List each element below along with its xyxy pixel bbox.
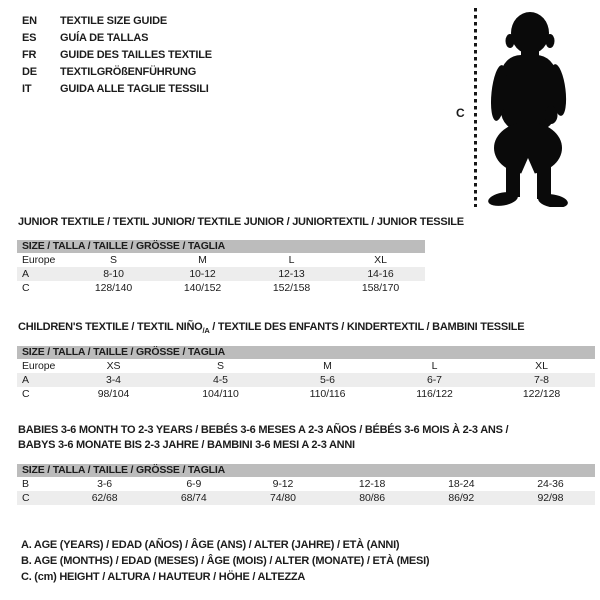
table-row — [17, 281, 425, 295]
children-title-text: / TEXTILE DES ENFANTS / KINDERTEXTIL / BAMBINI TESSILE — [209, 321, 525, 333]
language-title-list — [22, 15, 212, 95]
lang-code: ES — [22, 32, 37, 44]
height-measure-label: C — [456, 106, 465, 120]
junior-section-title: JUNIOR TEXTILE / TEXTIL JUNIOR/ TEXTILE JUNIOR / JUNIORTEXTIL / JUNIOR TESSILE — [18, 216, 464, 228]
size-cell: 98/104 — [97, 388, 130, 400]
children-size-table — [17, 346, 595, 401]
size-cell: L — [288, 254, 295, 266]
footnote-a: A. AGE (YEARS) / EDAD (AÑOS) / ÂGE (ANS) / ALTER (JAHRE) / ETÀ (ANNI) — [21, 539, 400, 551]
size-cell: 110/116 — [309, 388, 346, 400]
babies-size-table — [17, 464, 595, 505]
footnote-b: B. AGE (MONTHS) / EDAD (MESES) / ÂGE (MOIS) / ALTER (MONATE) / ETÀ (MESI) — [21, 555, 430, 567]
size-cell: L — [431, 360, 438, 372]
height-measure-dotted-line — [474, 8, 477, 207]
size-cell: 14-16 — [367, 268, 394, 280]
size-cell: XL — [374, 254, 387, 266]
size-cell: 140/152 — [183, 282, 222, 294]
table-row — [17, 373, 595, 387]
lang-title: GUIDA ALLE TAGLIE TESSILI — [60, 83, 209, 95]
footnote-c: C. (cm) HEIGHT / ALTURA / HAUTEUR / HÖHE / ALTEZZA — [21, 571, 306, 583]
footnotes — [21, 537, 429, 585]
size-cell: 6-7 — [427, 374, 442, 386]
children-title-text: CHILDREN'S TEXTILE / TEXTIL NIÑO — [18, 321, 203, 333]
lang-code: EN — [22, 15, 37, 27]
table-row — [17, 359, 595, 373]
size-cell: 5-6 — [320, 374, 335, 386]
size-cell: 152/158 — [272, 282, 311, 294]
size-cell: 86/92 — [448, 492, 475, 504]
size-cell: 122/128 — [522, 388, 561, 400]
row-label: C — [22, 388, 30, 400]
babies-section-title-line2: BABYS 3-6 MONATE BIS 2-3 JAHRE / BAMBINI 3-6 MESI A 2-3 ANNI — [18, 439, 355, 451]
size-header-bar: SIZE / TALLA / TAILLE / GRÖSSE / TAGLIA — [17, 346, 595, 359]
junior-size-table — [17, 240, 425, 295]
size-cell: 24-36 — [537, 478, 564, 490]
row-label: A — [22, 268, 29, 280]
row-label: Europe — [22, 360, 56, 372]
size-cell: XL — [535, 360, 548, 372]
row-label: A — [22, 374, 29, 386]
size-cell: M — [198, 254, 207, 266]
table-row — [17, 477, 595, 491]
row-label: Europe — [22, 254, 56, 266]
size-cell: 80/86 — [359, 492, 385, 504]
lang-code: FR — [22, 49, 37, 61]
size-cell: 158/170 — [361, 282, 400, 294]
lang-title: GUIDE DES TAILLES TEXTILE — [60, 49, 212, 61]
size-cell: 128/140 — [94, 282, 133, 294]
table-row — [17, 267, 425, 281]
size-cell: 9-12 — [272, 478, 294, 490]
size-cell: 92/98 — [537, 492, 564, 504]
children-section-title — [18, 321, 524, 337]
table-row — [17, 387, 595, 401]
row-label: C — [22, 492, 30, 504]
size-cell: 6-9 — [186, 478, 202, 490]
lang-title: TEXTILE SIZE GUIDE — [60, 15, 168, 27]
size-cell: 8-10 — [103, 268, 124, 280]
size-cell: S — [217, 360, 224, 372]
size-cell: 68/74 — [180, 492, 207, 504]
size-cell: 74/80 — [270, 492, 296, 504]
size-header-bar: SIZE / TALLA / TAILLE / GRÖSSE / TAGLIA — [17, 464, 595, 477]
size-cell: 62/68 — [91, 492, 118, 504]
lang-code: IT — [22, 83, 32, 95]
size-cell: 104/110 — [202, 388, 239, 400]
size-cell: 18-24 — [448, 478, 475, 490]
size-cell: 3-6 — [97, 478, 113, 490]
size-cell: XS — [106, 360, 121, 372]
lang-title: GUÍA DE TALLAS — [60, 32, 149, 44]
size-cell: 116/122 — [416, 388, 453, 400]
lang-title: TEXTILGRÖßENFÜHRUNG — [60, 66, 197, 78]
row-label: B — [22, 478, 29, 490]
row-label: C — [22, 282, 30, 294]
size-cell: M — [323, 360, 332, 372]
size-cell: S — [110, 254, 117, 266]
lang-code: DE — [22, 66, 37, 78]
size-cell: 7-8 — [534, 374, 549, 386]
size-cell: 12-13 — [278, 268, 305, 280]
table-row — [17, 491, 595, 505]
size-header-bar: SIZE / TALLA / TAILLE / GRÖSSE / TAGLIA — [17, 240, 425, 253]
size-cell: 12-18 — [358, 478, 386, 490]
babies-section-title-line1: BABIES 3-6 MONTH TO 2-3 YEARS / BEBÉS 3-6 MESES A 2-3 AÑOS / BÉBÉS 3-6 MOIS À 2-3 ANS / — [18, 424, 509, 436]
size-cell: 3-4 — [106, 374, 121, 386]
size-cell: 10-12 — [189, 268, 216, 280]
size-cell: 4-5 — [213, 374, 228, 386]
table-row — [17, 253, 425, 267]
baby-silhouette — [487, 11, 572, 207]
children-title-subscript: /A — [202, 326, 210, 336]
